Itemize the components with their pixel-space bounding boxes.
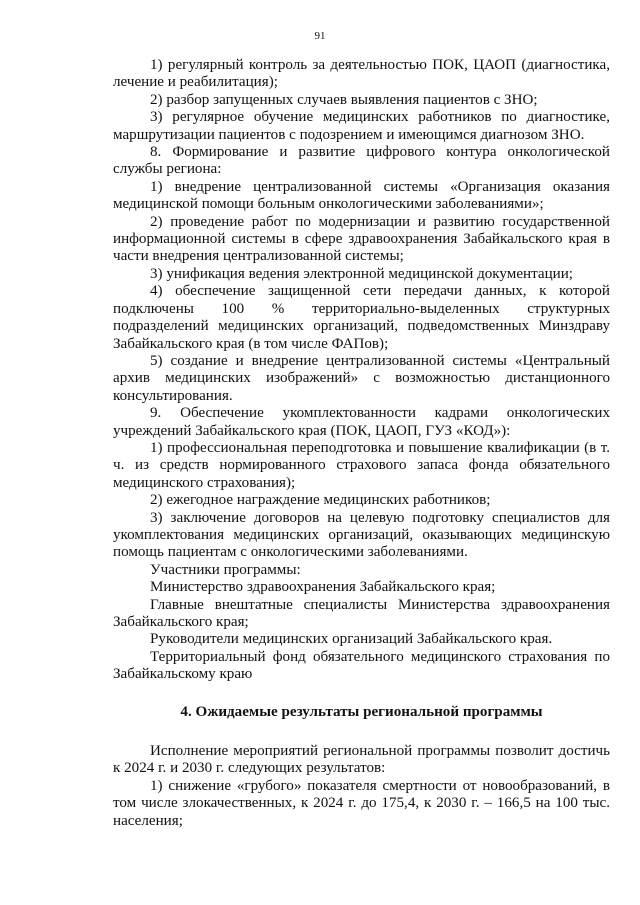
- participant-item: Главные внештатные специалисты Министерства здравоохранения Забайкальского края;: [113, 596, 610, 630]
- paragraph: 1) внедрение централизованной системы «Организация оказания медицинской помощи больным онкологическими заболеваниями»;: [113, 178, 610, 213]
- section-heading: 4. Ожидаемые результаты региональной программы: [180, 703, 543, 720]
- participant-item: Руководители медицинских организаций Забайкальского края.: [150, 631, 553, 648]
- numbered-section-paragraph: 9. Обеспечение укомплектованности кадрами онкологических учреждений Забайкальского края (ПОК, ЦАОП, ГУЗ «КОД»):: [113, 405, 610, 439]
- paragraph: 2) проведение работ по модернизации и развитию государственной информационной системы в сфере здравоохранения Забайкальского края в части внедрения централизованной системы;: [113, 213, 610, 265]
- paragraph: 1) регулярный контроль за деятельностью ПОК, ЦАОП (диагностика, лечение и реабилитация);: [113, 57, 610, 91]
- paragraph: 3) заключение договоров на целевую подготовку специалистов для укомплектования медицинских организаций, оказывающих медицинскую помощь пациентам с онкологическими заболеваниями.: [113, 509, 610, 561]
- page-number: 91: [314, 30, 326, 42]
- participant-item: Территориальный фонд обязательного медицинского страхования по Забайкальскому краю: [113, 648, 610, 683]
- paragraph: 1) снижение «грубого» показателя смертности от новообразований, в том числе злокачественных, к 2024 г. до 175,4, к 2030 г. – 166,5 на 100 тыс. населения;: [113, 777, 610, 829]
- participants-heading: Участники программы:: [150, 561, 301, 578]
- paragraph: 5) создание и внедрение централизованной системы «Центральный архив медицинских изображений» с возможностью дистанционного консультирования.: [113, 352, 610, 404]
- paragraph: 1) профессиональная переподготовка и повышение квалификации (в т. ч. из средств нормированного страхового запаса фонда обязательного медицинского страхования);: [113, 439, 610, 491]
- page-body: [113, 57, 610, 830]
- paragraph: Исполнение мероприятий региональной программы позволит достичь к 2024 г. и 2030 г. следующих результатов:: [113, 743, 610, 777]
- paragraph: 2) разбор запущенных случаев выявления пациентов с ЗНО;: [150, 91, 538, 108]
- participant-item: Министерство здравоохранения Забайкальского края;: [150, 579, 496, 596]
- paragraph: 4) обеспечение защищенной сети передачи данных, к которой подключены 100 % территориально-выделенных структурных подразделений медицинских организаций, подведомственных Минздраву Забайкальского края (в том числе ФАПов);: [113, 283, 610, 352]
- paragraph: 3) регулярное обучение медицинских работников по диагностике, маршрутизации пациентов с подозрением и имеющимся диагнозом ЗНО.: [113, 109, 610, 143]
- paragraph: 3) унификация ведения электронной медицинской документации;: [150, 265, 574, 282]
- paragraph: 2) ежегодное награждение медицинских работников;: [150, 492, 491, 509]
- numbered-section-paragraph: 8. Формирование и развитие цифрового контура онкологической службы региона:: [113, 144, 610, 178]
